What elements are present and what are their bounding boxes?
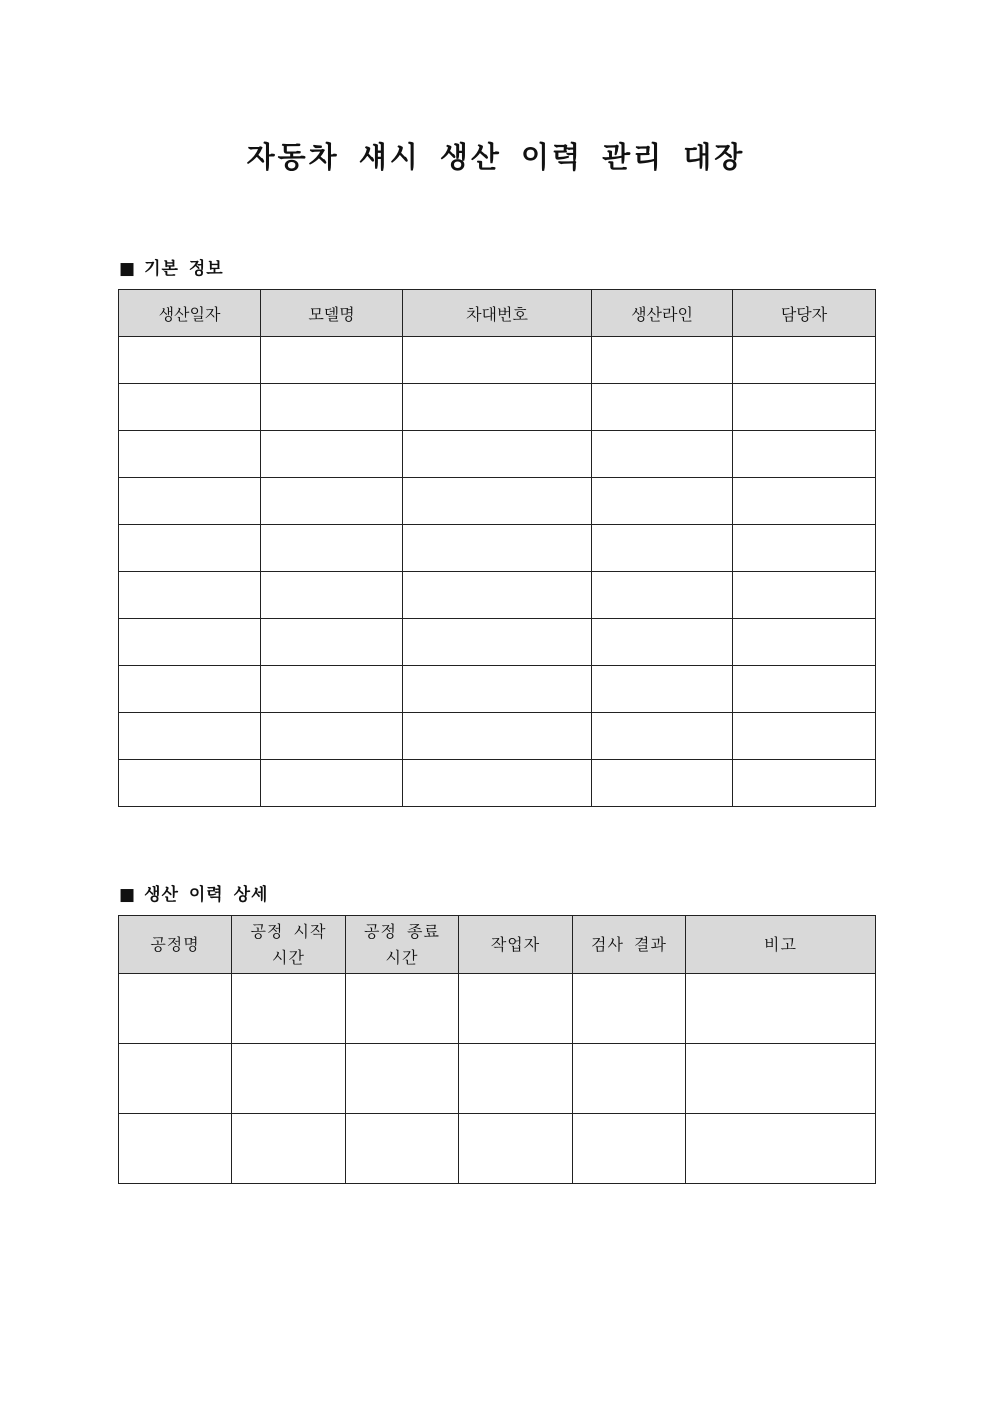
table-cell[interactable] (261, 572, 403, 619)
table-cell[interactable] (119, 384, 261, 431)
table-cell[interactable] (733, 713, 876, 760)
table-cell[interactable] (261, 619, 403, 666)
production-history-table (118, 915, 876, 1184)
column-header-process-name (119, 916, 232, 974)
column-header-process-end-time (346, 916, 459, 974)
table-cell[interactable] (261, 760, 403, 807)
table-row (119, 572, 876, 619)
table-cell[interactable] (733, 384, 876, 431)
column-header-production-date: 생산일자 (119, 290, 261, 337)
table-cell[interactable] (119, 1044, 232, 1114)
table-cell[interactable] (592, 384, 733, 431)
table-cell[interactable] (261, 478, 403, 525)
table-cell[interactable] (459, 974, 573, 1044)
column-header-process-start-time (232, 916, 346, 974)
column-header-production-line: 생산라인 (592, 290, 733, 337)
header-line: 시간 (385, 947, 419, 967)
table-cell[interactable] (119, 974, 232, 1044)
table-cell[interactable] (592, 572, 733, 619)
table-cell[interactable] (733, 572, 876, 619)
table-row (119, 760, 876, 807)
table-cell[interactable] (573, 1044, 686, 1114)
column-header-remarks (686, 916, 876, 974)
table-row (119, 1044, 876, 1114)
table-cell[interactable] (592, 760, 733, 807)
table-cell[interactable] (346, 1044, 459, 1114)
column-header-chassis-number: 차대번호 (403, 290, 592, 337)
column-header-inspection-result (573, 916, 686, 974)
table-cell[interactable] (119, 525, 261, 572)
table-row (119, 974, 876, 1044)
table-cell[interactable] (733, 525, 876, 572)
table-cell[interactable] (592, 713, 733, 760)
table-cell[interactable] (232, 1044, 346, 1114)
section-heading-basic-label: 기본 정보 (144, 259, 224, 279)
document-title: 자동차 섀시 생산 이력 관리 대장 (246, 140, 746, 174)
table-cell[interactable] (403, 525, 592, 572)
section-heading-basic (119, 254, 224, 279)
table-cell[interactable] (733, 760, 876, 807)
table-cell[interactable] (403, 431, 592, 478)
table-cell[interactable] (592, 337, 733, 384)
table-cell[interactable] (346, 1114, 459, 1184)
basic-info-table-body (119, 337, 876, 807)
table-header-row (119, 290, 876, 337)
table-row (119, 666, 876, 713)
header-line: 공정명 (150, 934, 200, 954)
table-cell[interactable] (573, 1114, 686, 1184)
section-heading-detail-label: 생산 이력 상세 (144, 885, 269, 905)
section-heading-detail (119, 880, 268, 905)
table-cell[interactable] (119, 337, 261, 384)
table-cell[interactable] (261, 525, 403, 572)
table-row (119, 384, 876, 431)
table-cell[interactable] (261, 666, 403, 713)
table-cell[interactable] (261, 337, 403, 384)
table-cell[interactable] (119, 619, 261, 666)
table-cell[interactable] (261, 431, 403, 478)
table-row (119, 337, 876, 384)
table-cell[interactable] (119, 666, 261, 713)
header-line: 공정 시작 (250, 921, 327, 941)
table-cell[interactable] (733, 431, 876, 478)
table-cell[interactable] (403, 572, 592, 619)
table-row (119, 431, 876, 478)
header-line: 검사 결과 (591, 934, 667, 954)
table-cell[interactable] (119, 478, 261, 525)
table-cell[interactable] (592, 431, 733, 478)
table-cell[interactable] (403, 478, 592, 525)
table-cell[interactable] (119, 760, 261, 807)
table-cell[interactable] (459, 1044, 573, 1114)
table-cell[interactable] (261, 384, 403, 431)
column-header-worker (459, 916, 573, 974)
table-cell[interactable] (592, 619, 733, 666)
header-line: 작업자 (490, 934, 541, 954)
table-cell[interactable] (232, 1114, 346, 1184)
table-cell[interactable] (733, 478, 876, 525)
table-row (119, 1114, 876, 1184)
table-cell[interactable] (403, 337, 592, 384)
table-cell[interactable] (573, 974, 686, 1044)
table-cell[interactable] (592, 666, 733, 713)
table-cell[interactable] (403, 713, 592, 760)
table-cell[interactable] (119, 572, 261, 619)
table-cell[interactable] (403, 760, 592, 807)
table-cell[interactable] (459, 1114, 573, 1184)
table-cell[interactable] (686, 1114, 876, 1184)
header-line: 시간 (272, 947, 305, 967)
square-bullet-icon: ■ (119, 885, 137, 905)
table-cell[interactable] (733, 666, 876, 713)
production-history-table-body (119, 974, 876, 1184)
table-cell[interactable] (403, 666, 592, 713)
table-row (119, 478, 876, 525)
table-cell[interactable] (733, 337, 876, 384)
table-cell[interactable] (592, 478, 733, 525)
table-cell[interactable] (232, 974, 346, 1044)
basic-info-table (118, 289, 876, 807)
table-cell[interactable] (592, 525, 733, 572)
header-line: 공정 종료 (364, 921, 440, 941)
table-cell[interactable] (403, 384, 592, 431)
column-header-manager: 담당자 (733, 290, 876, 337)
table-cell[interactable] (686, 974, 876, 1044)
table-cell[interactable] (261, 713, 403, 760)
table-cell[interactable] (403, 619, 592, 666)
square-bullet-icon: ■ (119, 259, 137, 279)
column-header-model-name: 모델명 (261, 290, 403, 337)
table-cell[interactable] (686, 1044, 876, 1114)
table-header-row (119, 916, 876, 974)
table-row (119, 713, 876, 760)
table-cell[interactable] (119, 431, 261, 478)
table-cell[interactable] (733, 619, 876, 666)
table-cell[interactable] (119, 1114, 232, 1184)
table-cell[interactable] (119, 713, 261, 760)
header-line: 비고 (764, 934, 797, 954)
table-cell[interactable] (346, 974, 459, 1044)
table-row (119, 525, 876, 572)
table-row (119, 619, 876, 666)
